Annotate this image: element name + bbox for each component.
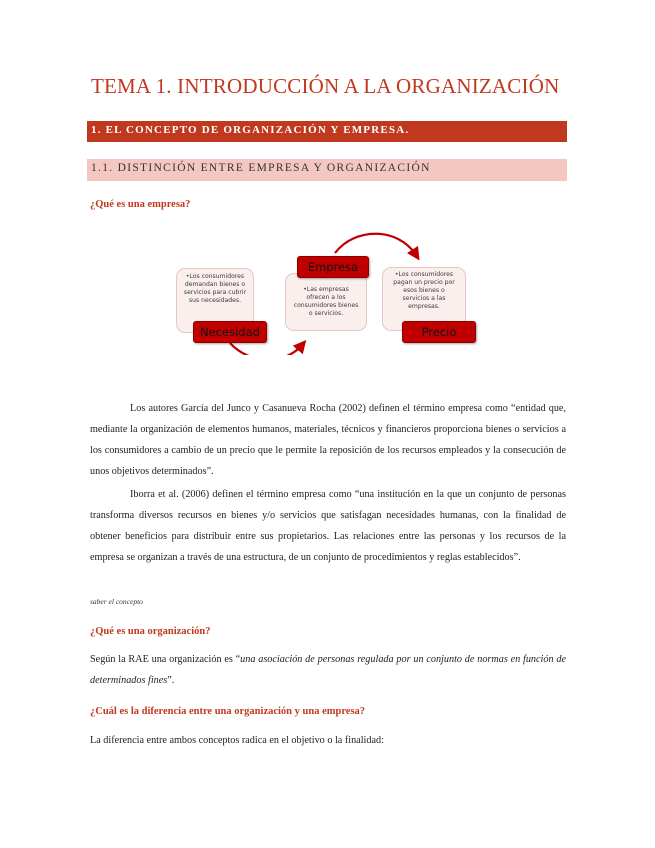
- question-difference: ¿Cuál es la diferencia entre una organización y una empresa?: [90, 706, 366, 717]
- rae-quote: una asociación de personas regulada por un conjunto de normas en función de determinados fines: [90, 654, 566, 686]
- necesidad-text: •Los consumidores demandan bienes o servicios para cubrir sus necesidades.: [183, 273, 247, 304]
- paragraph-definition-garcia: Los autores García del Junco y Casanueva Rocha (2002) definen el término empresa como “entidad que, mediante la organización de elementos humanos, materiales, técnicos y financieros proporciona bienes o servicios a los consumidores a cambio de un precio que le permite la reposición de los recursos empleados y la consecución de unos objetivos determinados”.: [90, 403, 566, 477]
- paragraph-difference: La diferencia entre ambos conceptos radica en el objetivo o la finalidad:: [90, 735, 384, 746]
- precio-text: •Los consumidores pagan un precio por esos bienes o servicios a las empresas.: [393, 271, 455, 310]
- subsection-heading: 1.1. DISTINCIÓN ENTRE EMPRESA Y ORGANIZACIÓN: [87, 159, 567, 181]
- question-what-is-organization: ¿Qué es una organización?: [90, 626, 211, 637]
- necesidad-label: Necesidad: [193, 321, 267, 343]
- company-cycle-diagram: [170, 225, 480, 355]
- margin-note: saber el concepto: [90, 597, 143, 606]
- paragraph-definition-iborra: Iborra et al. (2006) definen el término empresa como “una institución en la que un conjunto de personas transforma diversos recursos en bienes y/o servicios que satisfagan necesidades humanas, con la finalidad de obtener beneficios para distribuir entre sus propietarios. Las relaciones entre las personas y los recursos de la empresa se organizan a través de una estructura, de un conjunto de procedimientos y reglas establecidos”.: [90, 489, 566, 563]
- paragraph-rae-definition: [90, 649, 566, 691]
- rae-suffix: ”.: [167, 675, 175, 686]
- arrow-empresa-to-precio: [335, 234, 416, 255]
- empresa-text: •Las empresas ofrecen a los consumidores bienes o servicios.: [293, 286, 359, 317]
- empresa-label: Empresa: [297, 256, 369, 278]
- question-what-is-company: ¿Qué es una empresa?: [90, 199, 191, 210]
- arrow-necesidad-to-empresa: [230, 343, 302, 355]
- precio-label: Precio: [402, 321, 476, 343]
- rae-prefix: Según la RAE una organización es “: [90, 654, 241, 665]
- section-heading: 1. EL CONCEPTO DE ORGANIZACIÓN Y EMPRESA.: [87, 121, 567, 142]
- empresa-box: [285, 273, 367, 331]
- page-title: TEMA 1. INTRODUCCIÓN A LA ORGANIZACIÓN: [91, 74, 560, 98]
